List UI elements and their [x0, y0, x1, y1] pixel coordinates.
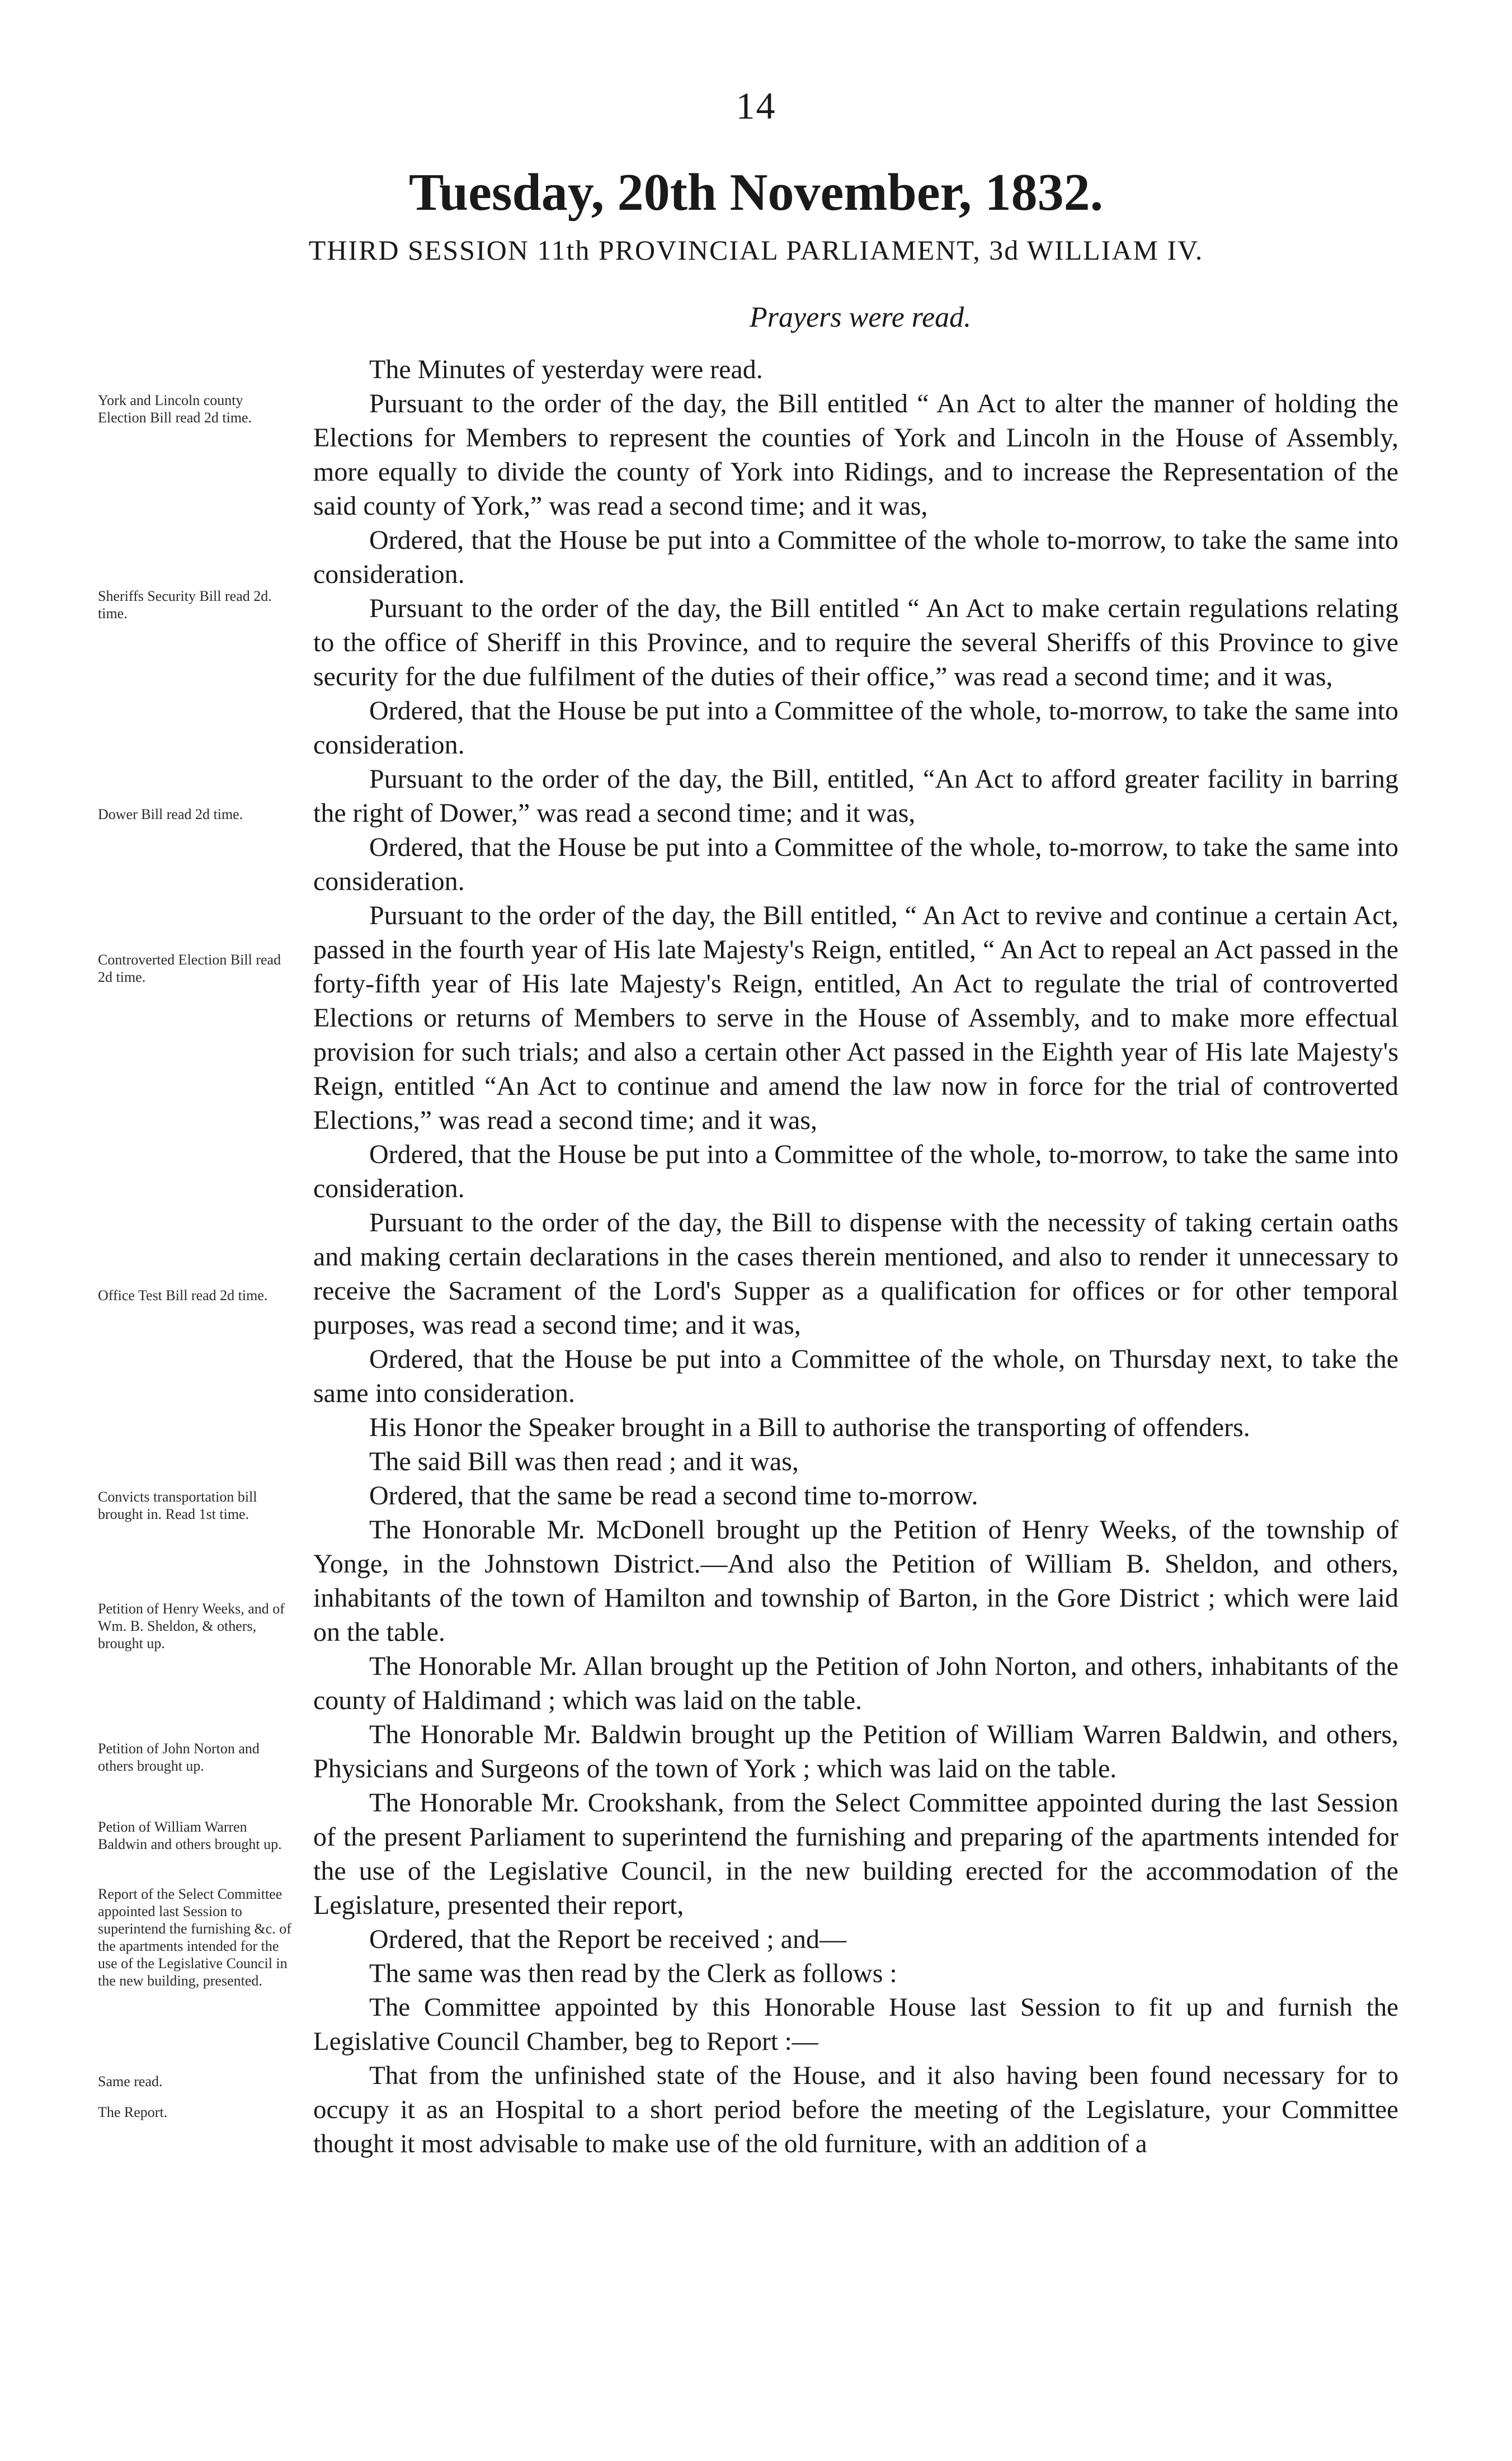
margin-note: Petion of William Warren Baldwin and others brought up. — [98, 1819, 282, 1852]
paragraph: Pursuant to the order of the day, the Bill entitled “ An Act to make certain regulations relating to the office of Sheriff in this Province, and to require the several Sheriffs of this Province to give security for the due fulfilment of the duties of their office,” was read a second time; and it was, — [313, 594, 1398, 691]
paragraph: Ordered, that the same be read a second time to-morrow. — [369, 1481, 978, 1511]
paragraph: Ordered, that the Report be received ; and— — [369, 1924, 846, 1954]
margin-note: The Report. — [98, 2104, 168, 2120]
paragraph: Ordered, that the House be put into a Committee of the whole, to-morrow, to take the same into consideration. — [313, 1140, 1398, 1203]
paragraph: Pursuant to the order of the day, the Bill entitled, “ An Act to revive and continue a certain Act, passed in the fourth year of His late Majesty's Reign, entitled, “ An Act to repeal an Act passed in the forty-fifth year of His late Majesty's Reign, entitled, An Act to regulate the trial of controverted Elections or returns of Members to serve in the House of Assembly, and to make more effectual provision for such trials; and also a certain other Act passed in the Eighth year of His late Majesty's Reign, entitled “An Act to continue and amend the law now in force for the trial of controverted Elections,” was read a second time; and it was, — [313, 901, 1398, 1135]
margin-note: Same read. — [98, 2073, 163, 2090]
paragraph: Ordered, that the House be put into a Committee of the whole, to-morrow, to take the same into consideration. — [313, 832, 1398, 896]
paragraph: The Minutes of yesterday were read. — [369, 355, 763, 384]
paragraph: The Honorable Mr. Allan brought up the Petition of John Norton, and others, inhabitants of the county of Haldimand ; which was laid on the table. — [313, 1651, 1398, 1715]
report-paragraph: That from the unfinished state of the House, and it also having been found necessary for to occupy it as an Hospital to a short period before the meeting of the Legislature, your Committee thought it most advisable to make use of the old furniture, with an addition of a — [313, 2061, 1398, 2158]
paragraph: Pursuant to the order of the day, the Bill, entitled, “An Act to afford greater facility in barring the right of Dower,” was read a second time; and it was, — [313, 764, 1398, 828]
paragraph: The Honorable Mr. Crookshank, from the Select Committee appointed during the last Session of the present Parliament to superintend the furnishing and preparing of the apartments intended for the use of the Legislative Council, in the new building erected for the accommodation of the Legislature, presented their report, — [313, 1788, 1398, 1920]
margin-note: Convicts transportation bill brought in. Read 1st time. — [98, 1489, 257, 1522]
margin-note: Petition of John Norton and others brought up. — [98, 1740, 260, 1774]
margin-note: Petition of Henry Weeks, and of Wm. B. Sheldon, & others, brought up. — [98, 1601, 285, 1651]
margin-note: Sheriffs Security Bill read 2d. time. — [98, 588, 272, 622]
margin-note: Controverted Election Bill read 2d time. — [98, 952, 281, 985]
margin-note: Dower Bill read 2d time. — [98, 806, 243, 822]
margin-note: Office Test Bill read 2d time. — [98, 1287, 268, 1304]
paragraph: The Honorable Mr. Baldwin brought up the Petition of William Warren Baldwin, and others, Physicians and Surgeons of the town of York ; which was laid on the table. — [313, 1720, 1398, 1784]
date-heading: Tuesday, 20th November, 1832. — [408, 163, 1104, 222]
paragraph: The said Bill was then read ; and it was, — [369, 1447, 799, 1476]
paragraph: Ordered, that the House be put into a Committee of the whole to-morrow, to take the same into consideration. — [313, 525, 1398, 589]
paragraph: The Honorable Mr. McDonell brought up the Petition of Henry Weeks, of the township of Yonge, in the Johnstown District.—And also the Petition of William B. Sheldon, and others, inhabitants of the town of Hamilton and township of Barton, in the Gore District ; which were laid on the table. — [313, 1515, 1398, 1647]
paragraph: The same was then read by the Clerk as follows : — [369, 1959, 897, 1988]
session-heading: THIRD SESSION 11th PROVINCIAL PARLIAMENT, 3d WILLIAM IV. — [308, 234, 1204, 266]
report-paragraph: The Committee appointed by this Honorable House last Session to fit up and furnish the Legislative Council Chamber, beg to Report :— — [313, 1993, 1398, 2056]
paragraph: Pursuant to the order of the day, the Bill to dispense with the necessity of taking certain oaths and making certain declarations in the cases therein mentioned, and also to render it unnecessary to receive the Sacrament of the Lord's Supper as a qualification for offices or for other temporal purposes, was read a second time; and it was, — [313, 1208, 1398, 1340]
paragraph: Ordered, that the House be put into a Committee of the whole, to-morrow, to take the same into consideration. — [313, 696, 1398, 760]
prayers-note: Prayers were read. — [750, 302, 972, 333]
body-text — [313, 352, 1398, 2161]
page-number: 14 — [736, 84, 776, 127]
paragraph: Ordered, that the House be put into a Committee of the whole, on Thursday next, to take the same into consideration. — [313, 1344, 1398, 1408]
margin-note: Report of the Select Committee appointed last Session to superintend the furnishing &c. of the apartments intended for the use of the Legislative Council in the new building, presented. — [98, 1886, 291, 1989]
paragraph: Pursuant to the order of the day, the Bill entitled “ An Act to alter the manner of holding the Elections for Members to represent the counties of York and Lincoln in the House of Assembly, more equally to divide the county of York into Ridings, and to increase the Representation of the said county of York,” was read a second time; and it was, — [313, 389, 1398, 521]
paragraph: His Honor the Speaker brought in a Bill to authorise the transporting of offenders. — [369, 1413, 1250, 1442]
margin-note: York and Lincoln county Election Bill read 2d time. — [98, 392, 252, 426]
